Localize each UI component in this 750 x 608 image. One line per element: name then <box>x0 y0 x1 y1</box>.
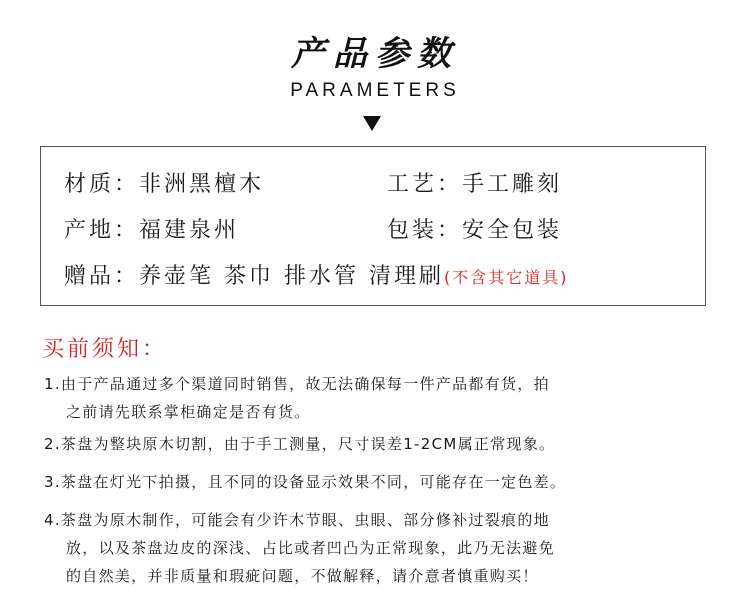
parameters-box <box>40 146 706 306</box>
notice-title: 买前须知： <box>42 337 168 362</box>
notice-item-4-line2: 放，以及茶盘边皮的深浅、占比或者凹凸为正常现象，此乃无法避免 <box>66 539 556 557</box>
notice-item-2 <box>44 430 555 458</box>
notice-item-4 <box>44 506 555 590</box>
notice-item-3-line1: 3.茶盘在灯光下拍摄，且不同的设备显示效果不同，可能存在一定色差。 <box>44 473 567 491</box>
param-packaging: 包装：安全包装 <box>387 218 563 243</box>
notice-item-1-line2: 之前请先联系掌柜确定是否有货。 <box>66 403 311 421</box>
down-triangle-icon <box>363 116 381 131</box>
param-gifts-note: (不含其它道具) <box>443 268 569 287</box>
page-subtitle: PARAMETERS <box>290 80 460 101</box>
notice-item-4-line3: 的自然美，并非质量和瑕疵问题，不做解释，请介意者慎重购买！ <box>66 567 539 585</box>
param-material: 材质：非洲黑檀木 <box>64 172 265 197</box>
notice-item-3 <box>44 468 566 496</box>
notice-item-1 <box>44 370 550 426</box>
notice-item-4-line1: 4.茶盘为原木制作，可能会有少许木节眼、虫眼、部分修补过裂痕的地 <box>44 511 550 529</box>
param-gifts <box>64 259 568 290</box>
notice-item-2-line1: 2.茶盘为整块原木切割，由于手工测量，尺寸误差1-2CM属正常现象。 <box>44 435 556 453</box>
param-gifts-text: 赠品：养壶笔 茶巾 排水管 清理刷 <box>64 264 444 289</box>
page-title: 产品参数 <box>291 34 459 74</box>
notice-item-1-line1: 1.由于产品通过多个渠道同时销售，故无法确保每一件产品都有货，拍 <box>44 375 550 393</box>
param-origin: 产地：福建泉州 <box>64 218 240 243</box>
param-craft: 工艺：手工雕刻 <box>387 172 563 197</box>
